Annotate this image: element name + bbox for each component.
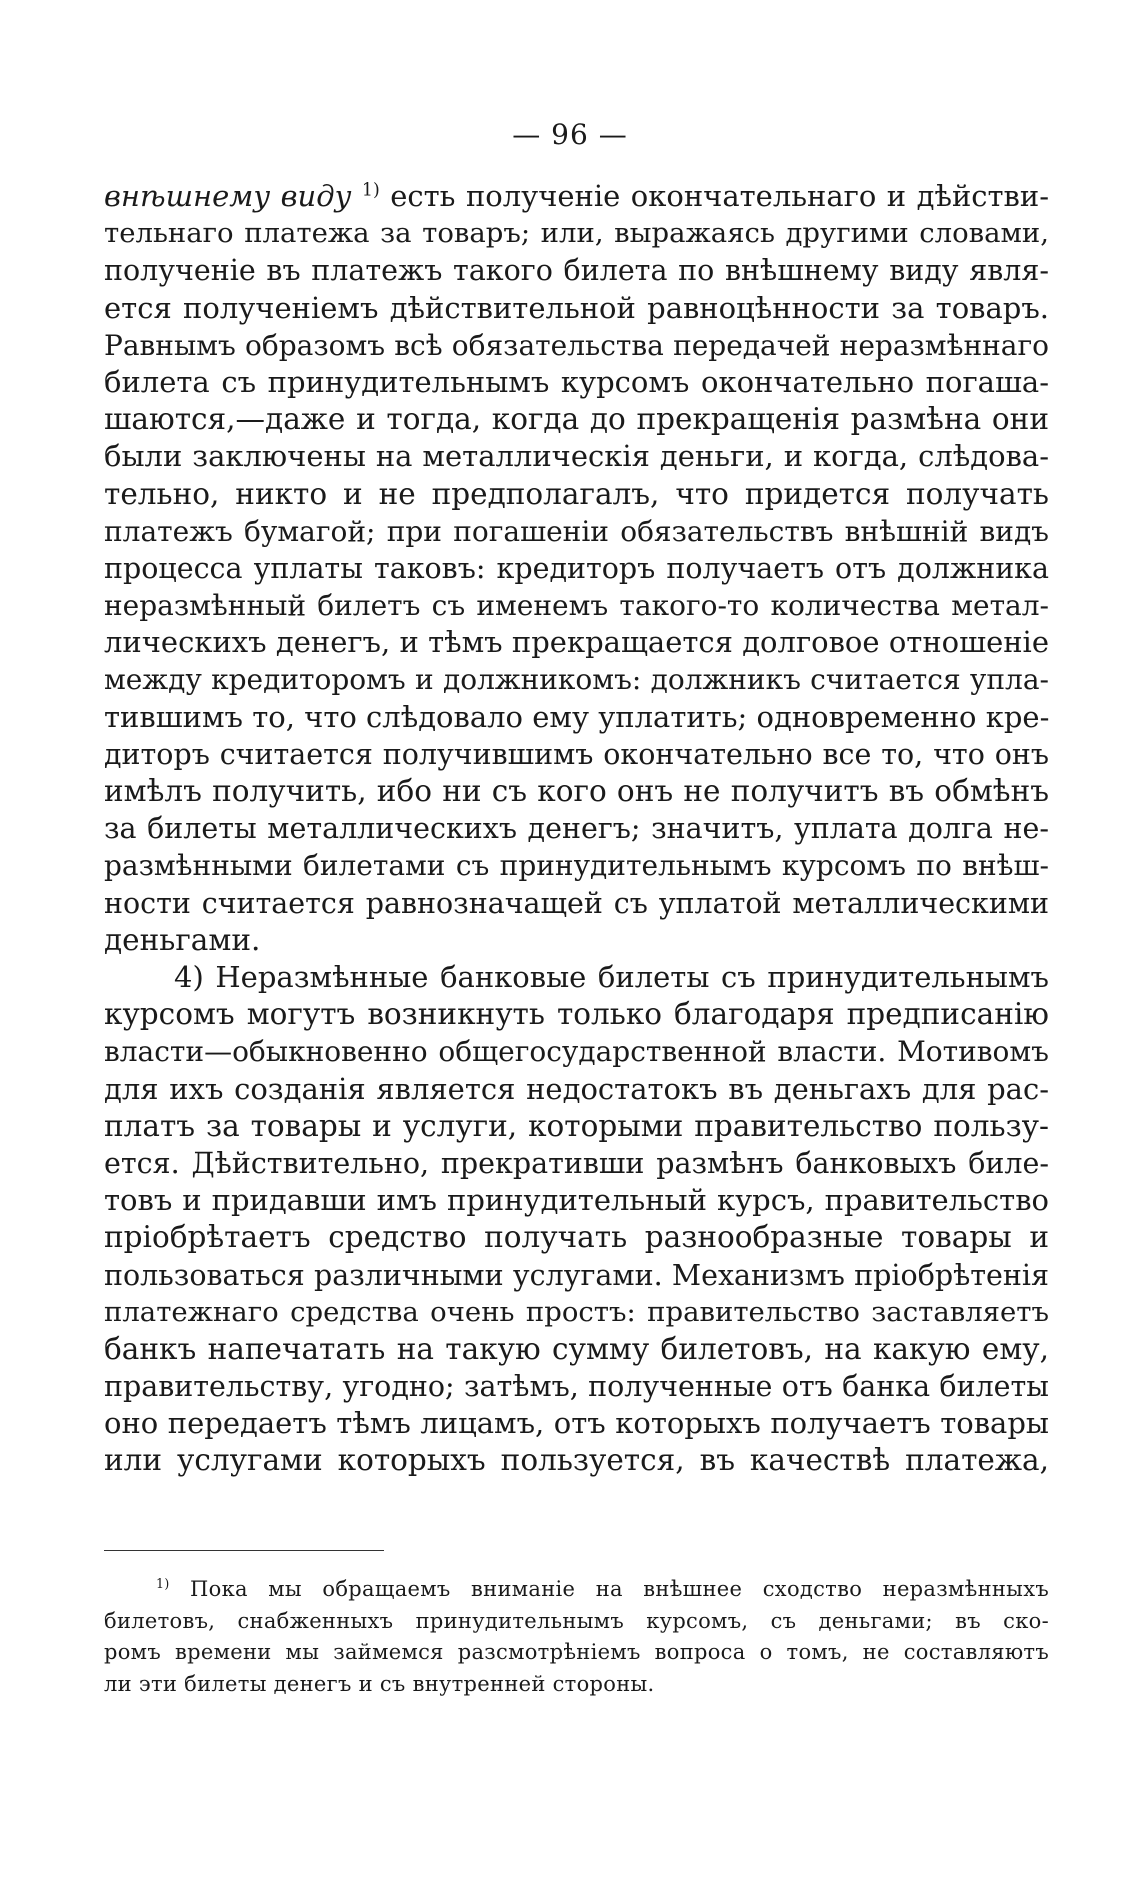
text-line: пользоваться различными услугами. Механизмъ пріобрѣтенія bbox=[104, 1258, 1049, 1292]
text-line: платъ за товары и услуги, которыми правительство пользу- bbox=[104, 1108, 1049, 1143]
footnote-line: билетовъ, снабженныхъ принудительнымъ курсомъ, съ деньгами; въ ско- bbox=[104, 1608, 1049, 1633]
text-line: власти—обыкновенно общегосударственной власти. Мотивомъ bbox=[104, 1035, 1049, 1069]
text-line: тившимъ то, что слѣдовало ему уплатить; одновременно кре- bbox=[104, 699, 1050, 734]
text-line-content: есть полученіе окончательнаго и дѣйстви- bbox=[390, 179, 1050, 213]
paragraph-4 bbox=[104, 959, 1049, 1480]
footnote-reference: 1) bbox=[361, 180, 380, 201]
text-line: были заключены на металлическія деньги, и когда, слѣдова- bbox=[104, 439, 1049, 474]
text-line: для ихъ созданія является недостатокъ въ деньгахъ для рас- bbox=[104, 1071, 1049, 1106]
page-number: — 96 — bbox=[512, 118, 628, 151]
footnote-divider bbox=[104, 1550, 384, 1551]
text-line: за билеты металлическихъ денегъ; значитъ, уплата долга не- bbox=[104, 812, 1049, 846]
footnote-line: ромъ времени мы займемся разсмотрѣніемъ вопроса о томъ, не составляютъ bbox=[104, 1640, 1049, 1664]
footnote-text: Пока мы обращаемъ вниманіе на внѣшнее сходство неразмѣнныхъ bbox=[190, 1577, 1049, 1601]
text-line: тельнаго платежа за товаръ; или, выражаясь другими словами, bbox=[104, 217, 1049, 250]
text-line: ется полученіемъ дѣйствительной равноцѣнности за товаръ. bbox=[104, 290, 1049, 325]
text-line: деньгами. bbox=[104, 922, 261, 957]
text-line: размѣнными билетами съ принудительнымъ курсомъ по внѣш- bbox=[104, 849, 1049, 883]
text-line: полученіе въ платежъ такого билета по внѣшнему виду явля- bbox=[104, 254, 1049, 288]
text-line: Равнымъ образомъ всѣ обязательства передачей неразмѣннаго bbox=[104, 328, 1049, 362]
text-line bbox=[104, 178, 1049, 215]
text-line: ности считается равнозначащей съ уплатой металлическими bbox=[104, 886, 1049, 920]
text-line: неразмѣнный билетъ съ именемъ такого-то количества метал- bbox=[104, 589, 1049, 623]
footnote bbox=[104, 1574, 1049, 1700]
text-line: платежнаго средства очень простъ: правительство заставляетъ bbox=[104, 1295, 1049, 1328]
text-line: платежъ бумагой; при погашеніи обязательствъ внѣшній видъ bbox=[104, 514, 1049, 548]
text-line: процесса уплаты таковъ: кредиторъ получаетъ отъ должника bbox=[104, 551, 1049, 585]
text-line: лическихъ денегъ, и тѣмъ прекращается долговое отношеніе bbox=[104, 625, 1049, 660]
text-line: товъ и придавши имъ принудительный курсъ, правительство bbox=[104, 1183, 1049, 1218]
text-line: оно передаетъ тѣмъ лицамъ, отъ которыхъ получаетъ товары bbox=[104, 1406, 1049, 1441]
footnote-line bbox=[104, 1574, 1049, 1606]
text-line: диторъ считается получившимъ окончательно все то, что онъ bbox=[104, 737, 1049, 771]
text-line: пріобрѣтаетъ средство получать разнообразные товары и bbox=[104, 1220, 1049, 1255]
italic-phrase: внѣшнему виду bbox=[104, 179, 352, 213]
footnote-line: ли эти билеты денегъ и съ внутренней стороны. bbox=[104, 1671, 655, 1696]
text-line: между кредиторомъ и должникомъ: должникъ считается упла- bbox=[104, 663, 1049, 697]
text-line: курсомъ могутъ возникнуть только благодаря предписанію bbox=[104, 997, 1049, 1032]
footnote-mark: 1) bbox=[156, 1576, 170, 1591]
text-line: тельно, никто и не предполагалъ, что придется получать bbox=[104, 476, 1049, 511]
text-line: правительству, угодно; затѣмъ, полученные отъ банка билеты bbox=[104, 1370, 1049, 1404]
text-line: банкъ напечатать на такую сумму билетовъ, на какую ему, bbox=[104, 1331, 1049, 1366]
text-line: шаются,—даже и тогда, когда до прекращенія размѣна они bbox=[104, 402, 1049, 437]
text-line: 4) Неразмѣнные банковые билеты съ принудительнымъ bbox=[174, 960, 1049, 994]
text-line: имѣлъ получить, ибо ни съ кого онъ не получитъ въ обмѣнъ bbox=[104, 774, 1049, 808]
text-line: билета съ принудительнымъ курсомъ окончательно погаша- bbox=[104, 364, 1049, 399]
paragraph-continued bbox=[104, 178, 1049, 959]
text-line: ется. Дѣйствительно, прекративши размѣнъ банковыхъ биле- bbox=[104, 1146, 1049, 1180]
text-line: или услугами которыхъ пользуется, въ качествѣ платежа, bbox=[104, 1443, 1049, 1478]
